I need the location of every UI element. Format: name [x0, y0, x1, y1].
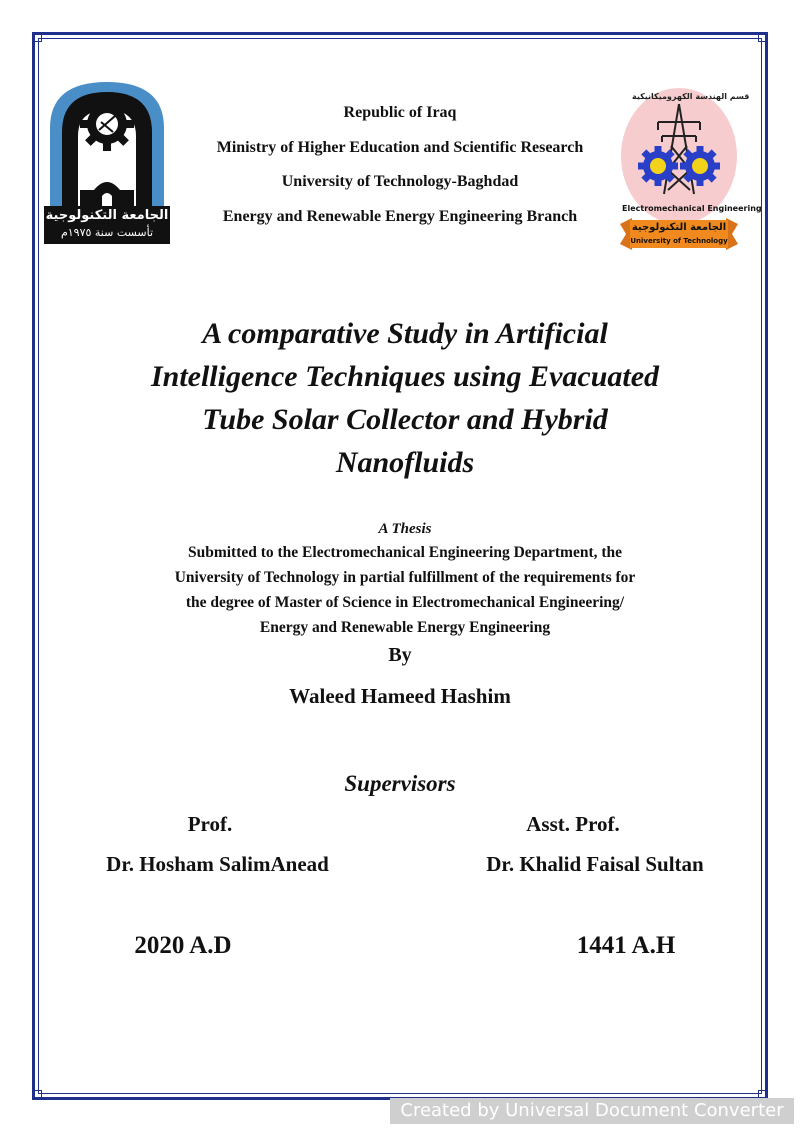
header-branch: Energy and Renewable Energy Engineering Branch — [222, 207, 578, 225]
thesis-statement — [60, 518, 750, 640]
title-line-3: Tube Solar Collector and Hybrid — [202, 403, 608, 436]
right-logo-arabic-top: قسم الهندسة الكهروميكانيكية — [632, 92, 750, 101]
date-gregorian: 2020 A.D — [134, 932, 232, 959]
supervisor-1-name: Dr. Hosham SalimAnead — [106, 852, 329, 876]
thesis-line-1: Submitted to the Electromechanical Engineering Department, the — [187, 544, 623, 561]
title-line-4: Nanofluids — [335, 446, 475, 479]
right-logo-english-label: Electromechanical Engineering — [622, 204, 762, 213]
left-logo-arabic-name: الجامعة التكنولوجية — [45, 208, 169, 223]
header-ministry: Ministry of Higher Education and Scientific Research — [216, 138, 584, 156]
supervisor-2-name: Dr. Khalid Faisal Sultan — [486, 852, 704, 876]
by-label: By — [388, 644, 412, 666]
thesis-label: A Thesis — [378, 521, 432, 537]
right-logo-arabic-bottom: الجامعة التكنولوجية — [631, 222, 727, 233]
university-of-technology-logo — [44, 78, 170, 244]
thesis-line-2: University of Technology in partial fulfillment of the requirements for — [174, 569, 636, 586]
left-logo-arabic-date: تأسست سنة ١٩٧٥م — [60, 226, 154, 239]
title-line-2: Intelligence Techniques using Evacuated — [150, 360, 660, 393]
title-line-1: A comparative Study in Artificial — [202, 317, 608, 350]
converter-watermark: Created by Universal Document Converter — [390, 1098, 794, 1124]
thesis-line-3: the degree of Master of Science in Electromechanical Engineering/ — [185, 594, 625, 611]
supervisor-2-rank: Asst. Prof. — [526, 812, 620, 836]
supervisor-1-rank: Prof. — [187, 812, 233, 836]
author-name: Waleed Hameed Hashim — [289, 684, 511, 708]
right-logo-english-bottom: University of Technology — [630, 237, 728, 245]
border-corner-top-right — [758, 32, 768, 42]
border-corner-bottom-left — [32, 1090, 42, 1100]
thesis-line-4: Energy and Renewable Energy Engineering — [259, 619, 551, 636]
border-corner-top-left — [32, 32, 42, 42]
thesis-title — [60, 312, 750, 484]
electromechanical-engineering-logo — [618, 86, 762, 252]
header-country: Republic of Iraq — [343, 104, 457, 121]
supervisors-heading: Supervisors — [344, 771, 456, 796]
header-university: University of Technology-Baghdad — [281, 173, 519, 190]
institution-header — [170, 96, 630, 234]
date-hijri: 1441 A.H — [576, 932, 676, 959]
